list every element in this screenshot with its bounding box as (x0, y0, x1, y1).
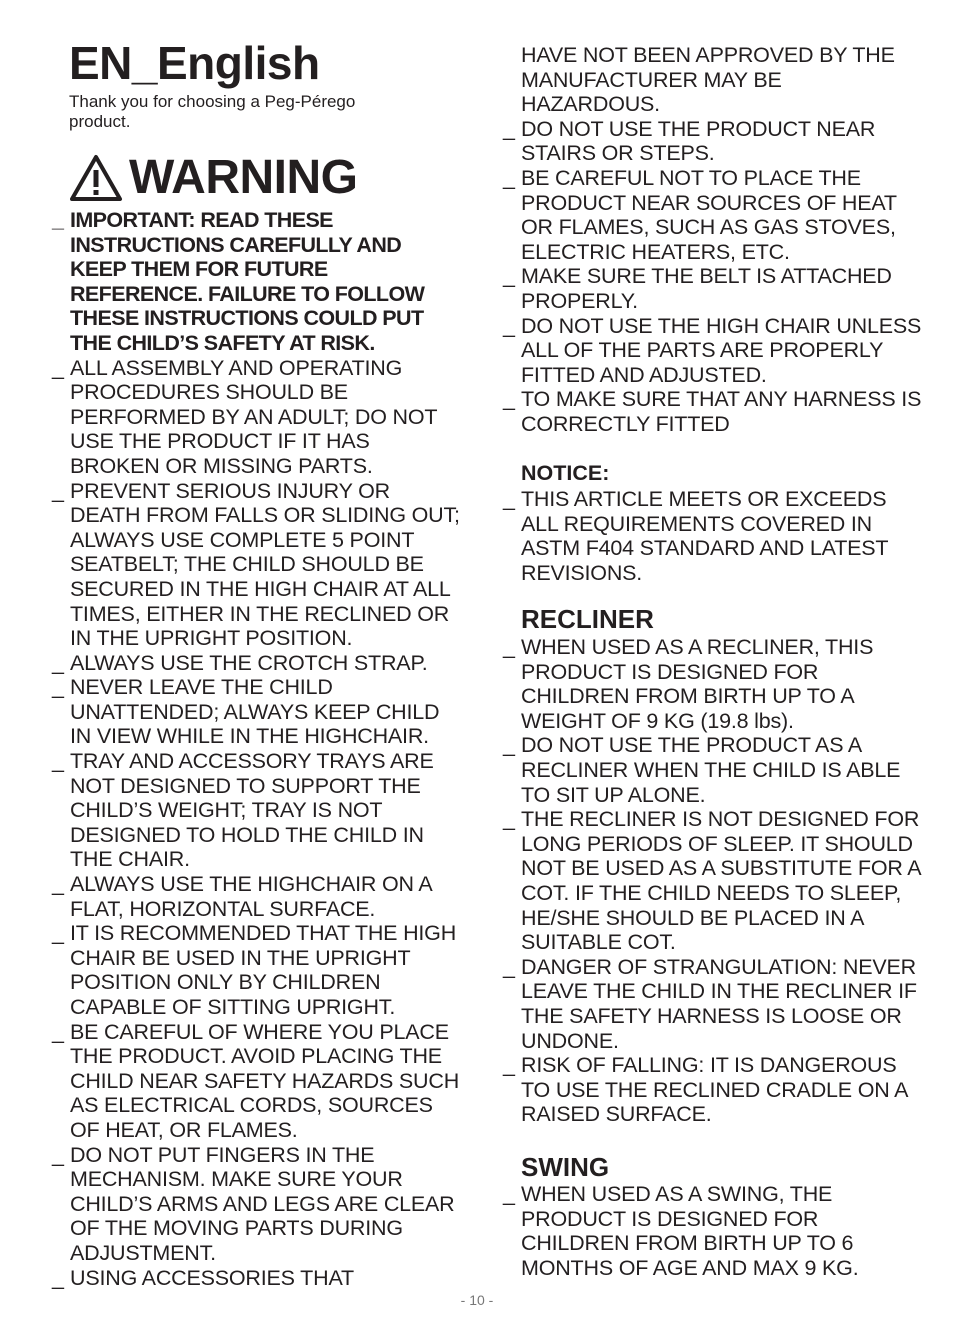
list-item: _ WHEN USED AS A RECLINER, THIS PRODUCT IS DESIGNED FOR CHILDREN FROM BIRTH UP TO A WEIGHT OF 9 KG (19.8 lbs). (503, 635, 923, 733)
notice-heading: NOTICE: (521, 461, 610, 485)
thank-you-text: Thank you for choosing a Peg-Pérego product. (69, 92, 356, 131)
list-item: _ ALWAYS USE THE HIGHCHAIR ON A FLAT, HORIZONTAL SURFACE. (52, 872, 462, 921)
page-number: - 10 - (460, 1292, 494, 1308)
list-item: _ NEVER LEAVE THE CHILD UNATTENDED; ALWAYS KEEP CHILD IN VIEW WHILE IN THE HIGHCHAIR. (52, 675, 462, 749)
notice-list (503, 487, 923, 585)
list-item: _ MAKE SURE THE BELT IS ATTACHED PROPERLY. (503, 264, 923, 313)
list-item: _ ALL ASSEMBLY AND OPERATING PROCEDURES SHOULD BE PERFORMED BY AN ADULT; DO NOT USE THE PRODUCT IF IT HAS BROKEN OR MISSING PARTS. (52, 356, 462, 479)
list-item: _ BE CAREFUL NOT TO PLACE THE PRODUCT NEAR SOURCES OF HEAT OR FLAMES, SUCH AS GAS STOVES, ELECTRIC HEATERS, ETC. (503, 166, 923, 264)
recliner-list (503, 635, 923, 1127)
list-item: _ THIS ARTICLE MEETS OR EXCEEDS ALL REQUIREMENTS COVERED IN ASTM F404 STANDARD AND LATEST REVISIONS. (503, 487, 923, 585)
list-item: _ BE CAREFUL OF WHERE YOU PLACE THE PRODUCT. AVOID PLACING THE CHILD NEAR SAFETY HAZARDS SUCH AS ELECTRICAL CORDS, SOURCES OF HEAT, OR FLAMES. (52, 1020, 462, 1143)
list-item: _ DO NOT USE THE PRODUCT NEAR STAIRS OR STEPS. (503, 117, 923, 166)
list-item: _ TRAY AND ACCESSORY TRAYS ARE NOT DESIGNED TO SUPPORT THE CHILD’S WEIGHT; TRAY IS NOT DESIGNED TO HOLD THE CHILD IN THE CHAIR. (52, 749, 462, 872)
warning-list-continued (503, 43, 923, 437)
list-item: _ ALWAYS USE THE CROTCH STRAP. (52, 651, 462, 676)
recliner-heading: RECLINER (521, 604, 654, 634)
list-item: _ DANGER OF STRANGULATION: NEVER LEAVE THE CHILD IN THE RECLINER IF THE SAFETY HARNESS IS LOOSE OR UNDONE. (503, 955, 923, 1053)
warning-title: WARNING (129, 151, 358, 204)
list-item: _ DO NOT USE THE HIGH CHAIR UNLESS ALL OF THE PARTS ARE PROPERLY FITTED AND ADJUSTED. (503, 314, 923, 388)
list-item: _ IMPORTANT: READ THESE INSTRUCTIONS CAREFULLY AND KEEP THEM FOR FUTURE REFERENCE. FAILURE TO FOLLOW THESE INSTRUCTIONS COULD PUT THE CHILD’S SAFETY AT RISK. (52, 208, 462, 356)
warning-triangle-icon (69, 154, 123, 202)
swing-list (503, 1182, 923, 1280)
swing-heading: SWING (521, 1152, 610, 1182)
list-item: _ TO MAKE SURE THAT ANY HARNESS IS CORRECTLY FITTED (503, 387, 923, 436)
list-item: _ DO NOT USE THE PRODUCT AS A RECLINER WHEN THE CHILD IS ABLE TO SIT UP ALONE. (503, 733, 923, 807)
list-item: _ WHEN USED AS A SWING, THE PRODUCT IS DESIGNED FOR CHILDREN FROM BIRTH UP TO 6 MONTHS OF AGE AND MAX 9 KG. (503, 1182, 923, 1280)
list-item: _ DO NOT PUT FINGERS IN THE MECHANISM. MAKE SURE YOUR CHILD’S ARMS AND LEGS ARE CLEAR OF THE MOVING PARTS DURING ADJUSTMENT. (52, 1143, 462, 1266)
list-item: _ IT IS RECOMMENDED THAT THE HIGH CHAIR BE USED IN THE UPRIGHT POSITION ONLY BY CHILDREN CAPABLE OF SITTING UPRIGHT. (52, 921, 462, 1019)
page-title: EN_English (69, 37, 320, 89)
list-item: _ RISK OF FALLING: IT IS DANGEROUS TO USE THE RECLINED CRADLE ON A RAISED SURFACE. (503, 1053, 923, 1127)
list-item: _ THE RECLINER IS NOT DESIGNED FOR LONG PERIODS OF SLEEP. IT SHOULD NOT BE USED AS A SUBSTITUTE FOR A COT. IF THE CHILD NEEDS TO SLEEP, HE/SHE SHOULD BE PLACED IN A SUITABLE COT. (503, 807, 923, 955)
list-item: HAVE NOT BEEN APPROVED BY THE MANUFACTURER MAY BE HAZARDOUS. (521, 43, 895, 117)
list-item: _ USING ACCESSORIES THAT (52, 1266, 462, 1291)
warning-heading (69, 152, 357, 205)
warning-list (52, 208, 462, 1290)
list-item: _ PREVENT SERIOUS INJURY OR DEATH FROM FALLS OR SLIDING OUT; ALWAYS USE COMPLETE 5 POINT SEATBELT; THE CHILD SHOULD BE SECURED IN THE HIGH CHAIR AT ALL TIMES, EITHER IN THE RECLINED OR IN THE UPRIGHT POSITION. (52, 479, 462, 651)
